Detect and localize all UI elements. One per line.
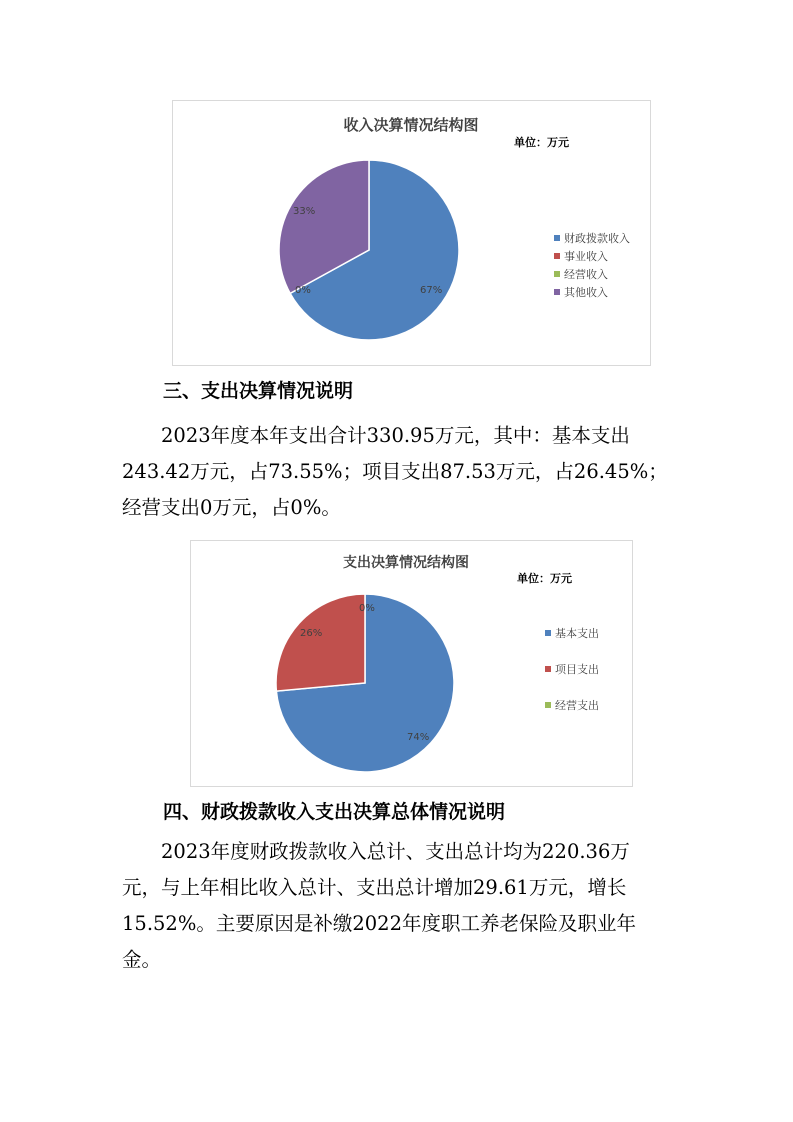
paragraph-line: 元，与上年相比收入总计、支出总计增加29.61万元，增长 — [122, 876, 627, 899]
slice-label-0: 74% — [407, 732, 430, 743]
chart-title: 支出决算情况结构图 — [343, 555, 469, 571]
income-structure-chart — [172, 100, 651, 366]
legend-entry-3: 其他收入 — [564, 286, 608, 299]
paragraph-line: 2023年度本年支出合计330.95万元，其中：基本支出 — [161, 424, 630, 447]
section-heading-fiscal-appropriation: 四、财政拨款收入支出决算总体情况说明 — [163, 801, 506, 823]
slice-label-3: 33% — [293, 206, 316, 217]
legend-swatch-2 — [554, 271, 560, 277]
legend-swatch-1 — [545, 666, 551, 672]
paragraph-line: 243.42万元，占73.55%；项目支出87.53万元，占26.45%； — [122, 460, 668, 483]
legend-swatch-2 — [545, 702, 551, 708]
pie-slices — [279, 160, 459, 340]
fiscal-appropriation-paragraph — [122, 834, 682, 978]
slice-label-2: 0% — [359, 603, 375, 614]
legend-swatch-1 — [554, 253, 560, 259]
legend-swatch-0 — [554, 235, 560, 241]
legend-swatch-3 — [554, 289, 560, 295]
legend-entry-0: 财政拨款收入 — [564, 232, 630, 245]
income-pie-svg — [173, 101, 650, 365]
slice-label-1: 26% — [300, 628, 323, 639]
pie-slice-1 — [276, 594, 365, 691]
chart-unit: 单位：万元 — [517, 572, 572, 585]
expenditure-structure-chart — [190, 540, 633, 787]
section-heading-expenditure: 三、支出决算情况说明 — [163, 380, 354, 402]
paragraph-line: 2023年度财政拨款收入总计、支出总计均为220.36万 — [161, 840, 630, 863]
legend — [545, 626, 599, 712]
expenditure-pie-svg — [191, 541, 632, 786]
legend-swatch-0 — [545, 630, 551, 636]
paragraph-line: 经营支出0万元，占0%。 — [122, 496, 341, 519]
legend-entry-1: 项目支出 — [555, 663, 599, 676]
paragraph-line: 15.52%。主要原因是补缴2022年度职工养老保险及职业年 — [122, 912, 636, 935]
expenditure-paragraph — [122, 418, 682, 526]
legend-entry-2: 经营收入 — [564, 268, 608, 281]
slice-label-1: 0% — [295, 285, 311, 296]
legend — [554, 231, 630, 299]
slice-label-0: 67% — [420, 285, 443, 296]
chart-title: 收入决算情况结构图 — [343, 116, 479, 134]
legend-entry-0: 基本支出 — [555, 627, 599, 640]
chart-unit: 单位：万元 — [514, 136, 569, 149]
legend-entry-2: 经营支出 — [555, 699, 599, 712]
legend-entry-1: 事业收入 — [564, 250, 608, 263]
paragraph-line: 金。 — [122, 948, 162, 971]
pie-slices — [276, 594, 454, 772]
